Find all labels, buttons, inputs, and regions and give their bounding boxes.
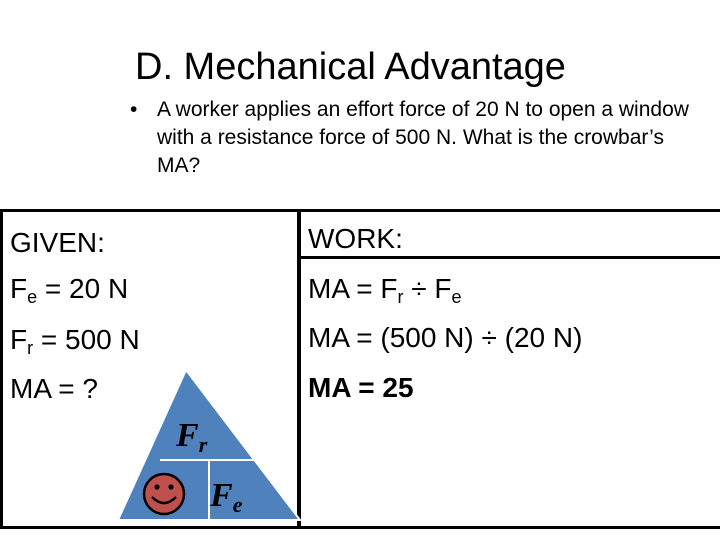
formula-sub-b: e	[451, 287, 462, 307]
fr-symbol: F	[10, 324, 28, 355]
fe-value: = 20 N	[37, 273, 129, 304]
work-answer: MA = 25	[308, 372, 414, 403]
given-heading: GIVEN:	[10, 227, 105, 258]
triangle-fr-subscript: r	[198, 432, 208, 457]
triangle-fr-symbol: F	[176, 417, 199, 454]
slide-title: D. Mechanical Advantage	[135, 46, 566, 88]
given-effort-force	[10, 272, 128, 306]
work-heading: WORK:	[308, 223, 403, 254]
fe-symbol: F	[10, 273, 28, 304]
given-ma-unknown: MA = ?	[10, 373, 98, 404]
question-text: A worker applies an effort force of 20 N to open a window with a resistance force of 500 N. What is the crowbar’s MA?	[157, 98, 689, 177]
formula-part-b: ÷ F	[403, 273, 452, 304]
ma-triangle-diagram	[110, 366, 306, 526]
fr-subscript: r	[27, 338, 34, 358]
formula-part-a: MA = F	[308, 273, 398, 304]
bullet-marker: •	[130, 98, 138, 121]
fr-value: = 500 N	[33, 324, 140, 355]
work-substitution: MA = (500 N) ÷ (20 N)	[308, 322, 583, 353]
formula-sub-a: r	[397, 287, 404, 307]
triangle-fe-symbol: F	[210, 477, 233, 514]
triangle-fe-subscript: e	[232, 492, 243, 517]
smiley-face-icon	[144, 474, 184, 514]
fe-subscript: e	[27, 287, 38, 307]
work-header-divider	[298, 256, 720, 259]
work-formula	[308, 272, 462, 306]
given-resistance-force	[10, 323, 140, 357]
